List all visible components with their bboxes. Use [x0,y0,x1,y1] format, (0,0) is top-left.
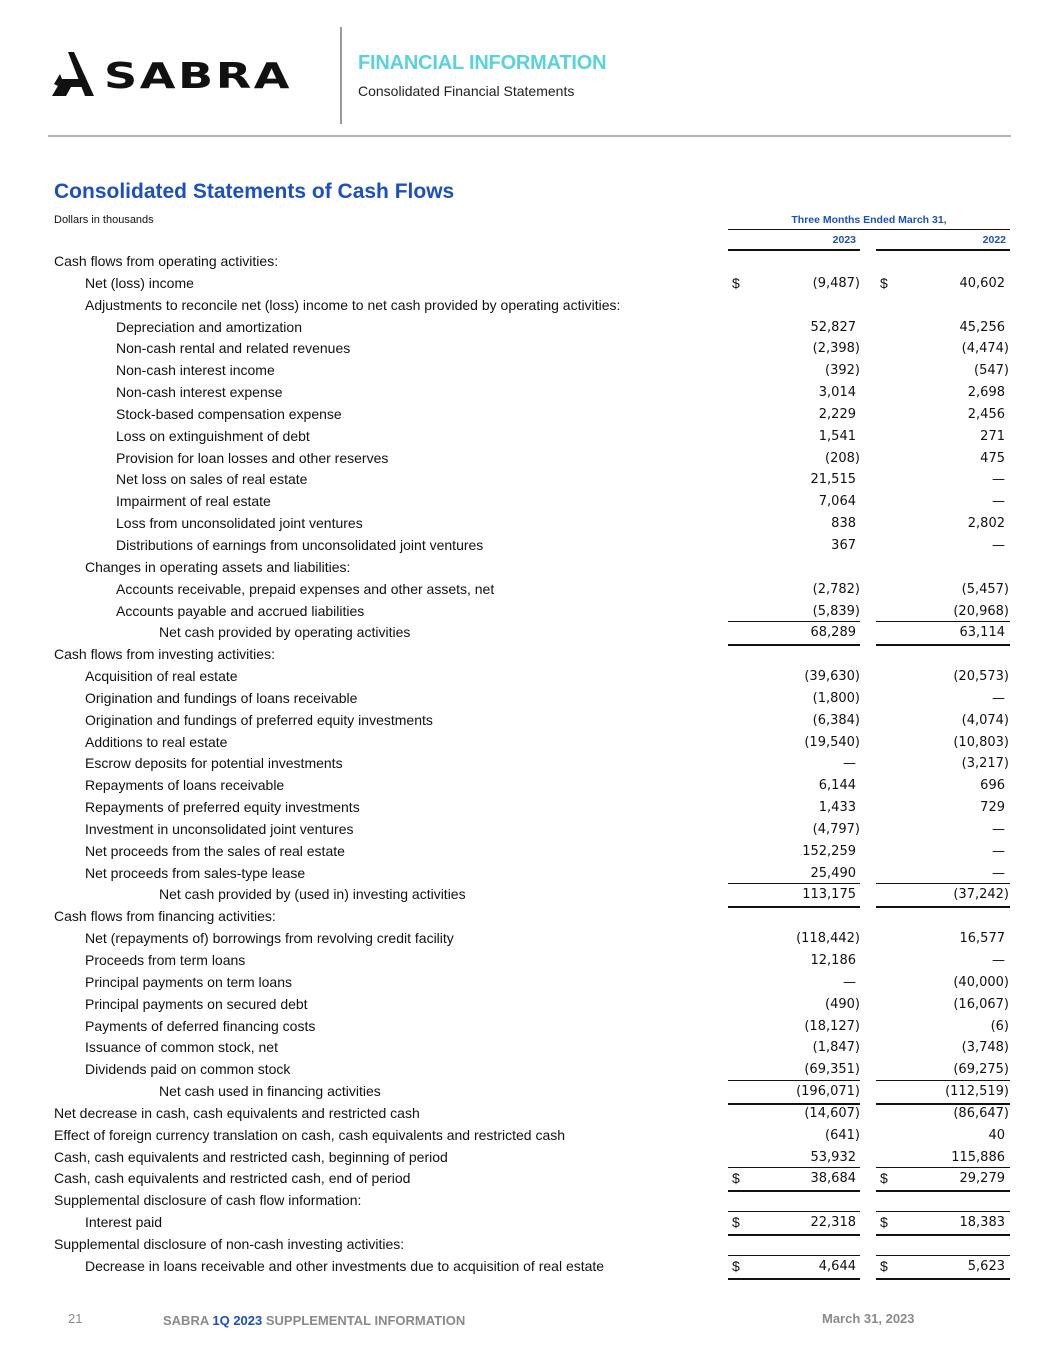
row-label: Issuance of common stock, net [85,1039,278,1056]
subtotal-rule [876,1255,1010,1256]
value-2022: (112,519) [945,1084,1009,1100]
value-2023: (19,540) [804,734,860,750]
table-row [0,688,1055,710]
value-2022: 696 [980,778,1005,794]
value-2023: (2,782) [812,581,860,597]
value-2022: (20,573) [953,669,1009,685]
section-header-row [0,251,1055,273]
table-row [0,426,1055,448]
row-label: Loss from unconsolidated joint ventures [116,515,363,532]
value-2023: 113,175 [802,887,856,903]
value-2022: 16,577 [959,931,1005,947]
table-row [0,1016,1055,1038]
table-row [0,841,1055,863]
row-label: Net cash provided by operating activities [159,624,411,641]
subtotal-rule [728,621,860,622]
row-label: Interest paid [85,1214,163,1231]
row-label: Net (repayments of) borrowings from revolving credit facility [85,930,454,947]
value-2022: — [992,821,1005,837]
table-row [0,317,1055,339]
value-2023: (490) [825,996,860,1012]
value-2023: (5,839) [812,603,860,619]
row-label: Impairment of real estate [116,493,271,510]
value-2022: 40 [988,1127,1005,1143]
statement-title: Consolidated Statements of Cash Flows [54,180,455,203]
row-label: Non-cash interest income [116,362,275,379]
table-row [0,513,1055,535]
table-row [0,273,1055,295]
row-label: Net decrease in cash, cash equivalents and restricted cash [54,1104,420,1121]
row-label: Dividends paid on common stock [85,1061,291,1078]
value-2023: (4,797) [812,821,860,837]
subtotal-rule [876,621,1010,622]
table-row [0,1037,1055,1059]
page-number: 21 [68,1311,83,1326]
row-label: Cash, cash equivalents and restricted cash, beginning of period [54,1148,448,1165]
value-2023: 152,259 [802,843,856,859]
row-label: Proceeds from term loans [85,952,246,968]
value-2022: (37,242) [953,887,1009,903]
section-header-row [0,644,1055,666]
table-row [0,535,1055,557]
value-2023: (14,607) [804,1105,860,1121]
value-2023: 2,229 [818,406,856,422]
value-2022: 40,602 [959,275,1005,291]
value-2022: (10,803) [953,734,1009,750]
table-row [0,710,1055,732]
currency-symbol: $ [732,1170,740,1187]
sabra-logo [52,52,297,98]
row-label: Principal payments on term loans [85,973,292,990]
subtotal-rule [876,1080,1010,1081]
subtotal-rule [876,883,1010,884]
value-2023: 21,515 [810,472,856,488]
value-2023: (9,487) [812,275,860,291]
value-2023: (1,800) [812,690,860,706]
section-title: FINANCIAL INFORMATION [358,52,607,74]
table-row [0,819,1055,841]
row-label: Non-cash interest expense [116,384,283,401]
currency-symbol: $ [880,1170,888,1187]
value-2022: (16,067) [953,996,1009,1012]
table-row [0,753,1055,775]
section-header-row [0,557,1055,579]
value-2023: 38,684 [810,1171,856,1187]
currency-symbol: $ [732,1214,740,1231]
value-2022: 18,383 [959,1215,1005,1231]
subtotal-rule [876,1167,1010,1168]
value-2022: (4,074) [961,712,1009,728]
period-header: Three Months Ended March 31, [791,214,947,226]
total-rule [876,1278,1010,1280]
value-2023: 7,064 [818,494,856,510]
value-2023: (118,442) [796,931,860,947]
value-2022: (4,474) [961,341,1009,357]
row-label: Non-cash rental and related revenues [116,340,351,357]
value-2022: — [992,494,1005,510]
section-header-row [0,1190,1055,1212]
total-row [0,1081,1055,1103]
footer-date: March 31, 2023 [822,1311,915,1326]
footer-period: 1Q 2023 [212,1313,263,1328]
table-row [0,972,1055,994]
value-2022: (69,275) [953,1062,1009,1078]
value-2022: (86,647) [953,1105,1009,1121]
value-2022: 2,456 [967,406,1005,422]
row-label: Cash flows from financing activities: [54,908,276,925]
table-row [0,863,1055,885]
row-label: Origination and fundings of loans receivable [85,689,358,706]
value-2022: 115,886 [951,1149,1005,1165]
table-row [0,950,1055,972]
table-row [0,579,1055,601]
value-2023: — [843,974,856,990]
table-row [0,469,1055,491]
currency-symbol: $ [732,1257,740,1274]
table-row [0,491,1055,513]
row-label: Net proceeds from the sales of real estate [85,842,345,859]
value-2023: 367 [831,537,856,553]
row-label: Payments of deferred financing costs [85,1017,316,1034]
table-row [0,1059,1055,1081]
row-label: Provision for loan losses and other reserves [116,449,389,466]
value-2023: 1,541 [818,428,856,444]
value-2023: (2,398) [812,341,860,357]
row-label: Accounts receivable, prepaid expenses and other assets, net [116,580,495,597]
value-2022: — [992,865,1005,881]
row-label: Distributions of earnings from unconsolidated joint ventures [116,536,484,553]
value-2023: 22,318 [810,1215,856,1231]
value-2023: 68,289 [810,625,856,641]
row-label: Net cash provided by (used in) investing activities [159,886,466,903]
value-2022: 29,279 [959,1171,1005,1187]
row-label: Depreciation and amortization [116,318,302,335]
table-row [0,601,1055,623]
row-label: Effect of foreign currency translation on cash, cash equivalents and restricted cash [54,1126,566,1143]
currency-symbol: $ [880,1214,888,1231]
row-label: Decrease in loans receivable and other investments due to acquisition of real estate [85,1257,605,1274]
value-2022: — [992,537,1005,553]
table-row [0,775,1055,797]
subtotal-rule [728,883,860,884]
row-label: Escrow deposits for potential investments [85,755,343,772]
row-label: Cash flows from operating activities: [54,253,279,269]
table-row [0,404,1055,426]
value-2022: (6) [990,1018,1009,1034]
value-2023: 1,433 [818,800,856,816]
value-2022: 2,698 [967,385,1005,401]
subtotal-rule [728,1211,860,1212]
year-2022-header: 2022 [982,234,1006,246]
footer-company: SABRA [163,1313,209,1328]
value-2022: 729 [980,800,1005,816]
value-2023: 838 [831,516,856,532]
value-2022: (40,000) [953,974,1009,990]
value-2022: 2,802 [967,516,1005,532]
value-2023: — [843,756,856,772]
total-row [0,622,1055,644]
value-2023: (1,847) [812,1040,860,1056]
table-row [0,666,1055,688]
row-label: Net loss on sales of real estate [116,471,308,488]
table-row [0,797,1055,819]
section-subtitle: Consolidated Financial Statements [358,83,575,99]
value-2022: 475 [980,450,1005,466]
value-2022: 63,114 [959,625,1005,641]
header-divider [340,27,342,124]
footer-doc-name: SUPPLEMENTAL INFORMATION [265,1313,466,1328]
value-2022: — [992,472,1005,488]
row-label: Repayments of preferred equity investments [85,799,360,816]
value-2022: 45,256 [959,319,1005,335]
value-2023: 6,144 [818,778,856,794]
row-label: Cash flows from investing activities: [54,646,275,663]
total-rule [728,1278,860,1280]
header-rule [48,135,1011,137]
row-label: Loss on extinguishment of debt [116,427,310,444]
table-row [0,448,1055,470]
table-row [0,1168,1055,1190]
value-2022: — [992,690,1005,706]
table-row [0,732,1055,754]
row-label: Net (loss) income [85,274,194,291]
subtotal-rule [728,1080,860,1081]
value-2022: (3,217) [961,756,1009,772]
row-label: Investment in unconsolidated joint ventures [85,820,354,837]
section-header-row [0,1234,1055,1256]
subtotal-rule [728,1255,860,1256]
value-2022: (547) [974,363,1009,379]
period-header-rule [728,229,1010,230]
row-label: Supplemental disclosure of non-cash investing activities: [54,1235,405,1252]
value-2022: (3,748) [961,1040,1009,1056]
value-2023: 4,644 [818,1258,856,1274]
value-2022: — [992,843,1005,859]
value-2023: (6,384) [812,712,860,728]
table-row [0,382,1055,404]
row-label: Acquisition of real estate [85,668,238,685]
section-header-row [0,906,1055,928]
currency-symbol: $ [880,274,888,291]
value-2023: (39,630) [804,669,860,685]
value-2023: 52,827 [810,319,856,335]
value-2023: (69,351) [804,1062,860,1078]
value-2022: 5,623 [967,1258,1005,1274]
table-row [0,338,1055,360]
units-note: Dollars in thousands [54,214,154,226]
subtotal-rule [876,1211,1010,1212]
total-row [0,884,1055,906]
year-2023-header: 2023 [832,234,856,246]
section-header-row [0,295,1055,317]
row-label: Principal payments on secured debt [85,995,308,1012]
table-row [0,1103,1055,1125]
row-label: Stock-based compensation expense [116,405,342,422]
table-row [0,1147,1055,1169]
table-row [0,1125,1055,1147]
value-2023: (641) [825,1127,860,1143]
value-2023: 3,014 [818,385,856,401]
table-row [0,1212,1055,1234]
table-row [0,360,1055,382]
footer-doc-title [163,1313,465,1328]
row-label: Accounts payable and accrued liabilities [116,602,365,619]
row-label: Changes in operating assets and liabilities: [85,558,351,575]
value-2022: (5,457) [961,581,1009,597]
value-2023: (392) [825,363,860,379]
value-2023: 53,932 [810,1149,856,1165]
row-label: Cash, cash equivalents and restricted cash, end of period [54,1170,411,1187]
row-label: Additions to real estate [85,733,228,750]
row-label: Net proceeds from sales-type lease [85,864,306,881]
value-2022: 271 [980,428,1005,444]
svg-text:SABRA: SABRA [104,56,292,97]
value-2023: 12,186 [810,953,856,968]
row-label: Adjustments to reconcile net (loss) income to net cash provided by operating activities: [85,296,621,313]
row-label: Origination and fundings of preferred equity investments [85,711,433,728]
table-row [0,1256,1055,1278]
value-2022: (20,968) [953,603,1009,619]
currency-symbol: $ [732,274,740,291]
row-label: Supplemental disclosure of cash flow information: [54,1192,362,1209]
table-row [0,994,1055,1016]
cash-flow-table [0,251,1055,1278]
row-label: Net cash used in financing activities [159,1083,381,1100]
row-label: Repayments of loans receivable [85,777,285,794]
subtotal-rule [728,1167,860,1168]
value-2023: 25,490 [810,865,856,881]
table-row [0,928,1055,950]
currency-symbol: $ [880,1257,888,1274]
value-2023: (196,071) [796,1084,860,1100]
value-2022: — [992,953,1005,968]
value-2023: (208) [825,450,860,466]
value-2023: (18,127) [804,1018,860,1034]
